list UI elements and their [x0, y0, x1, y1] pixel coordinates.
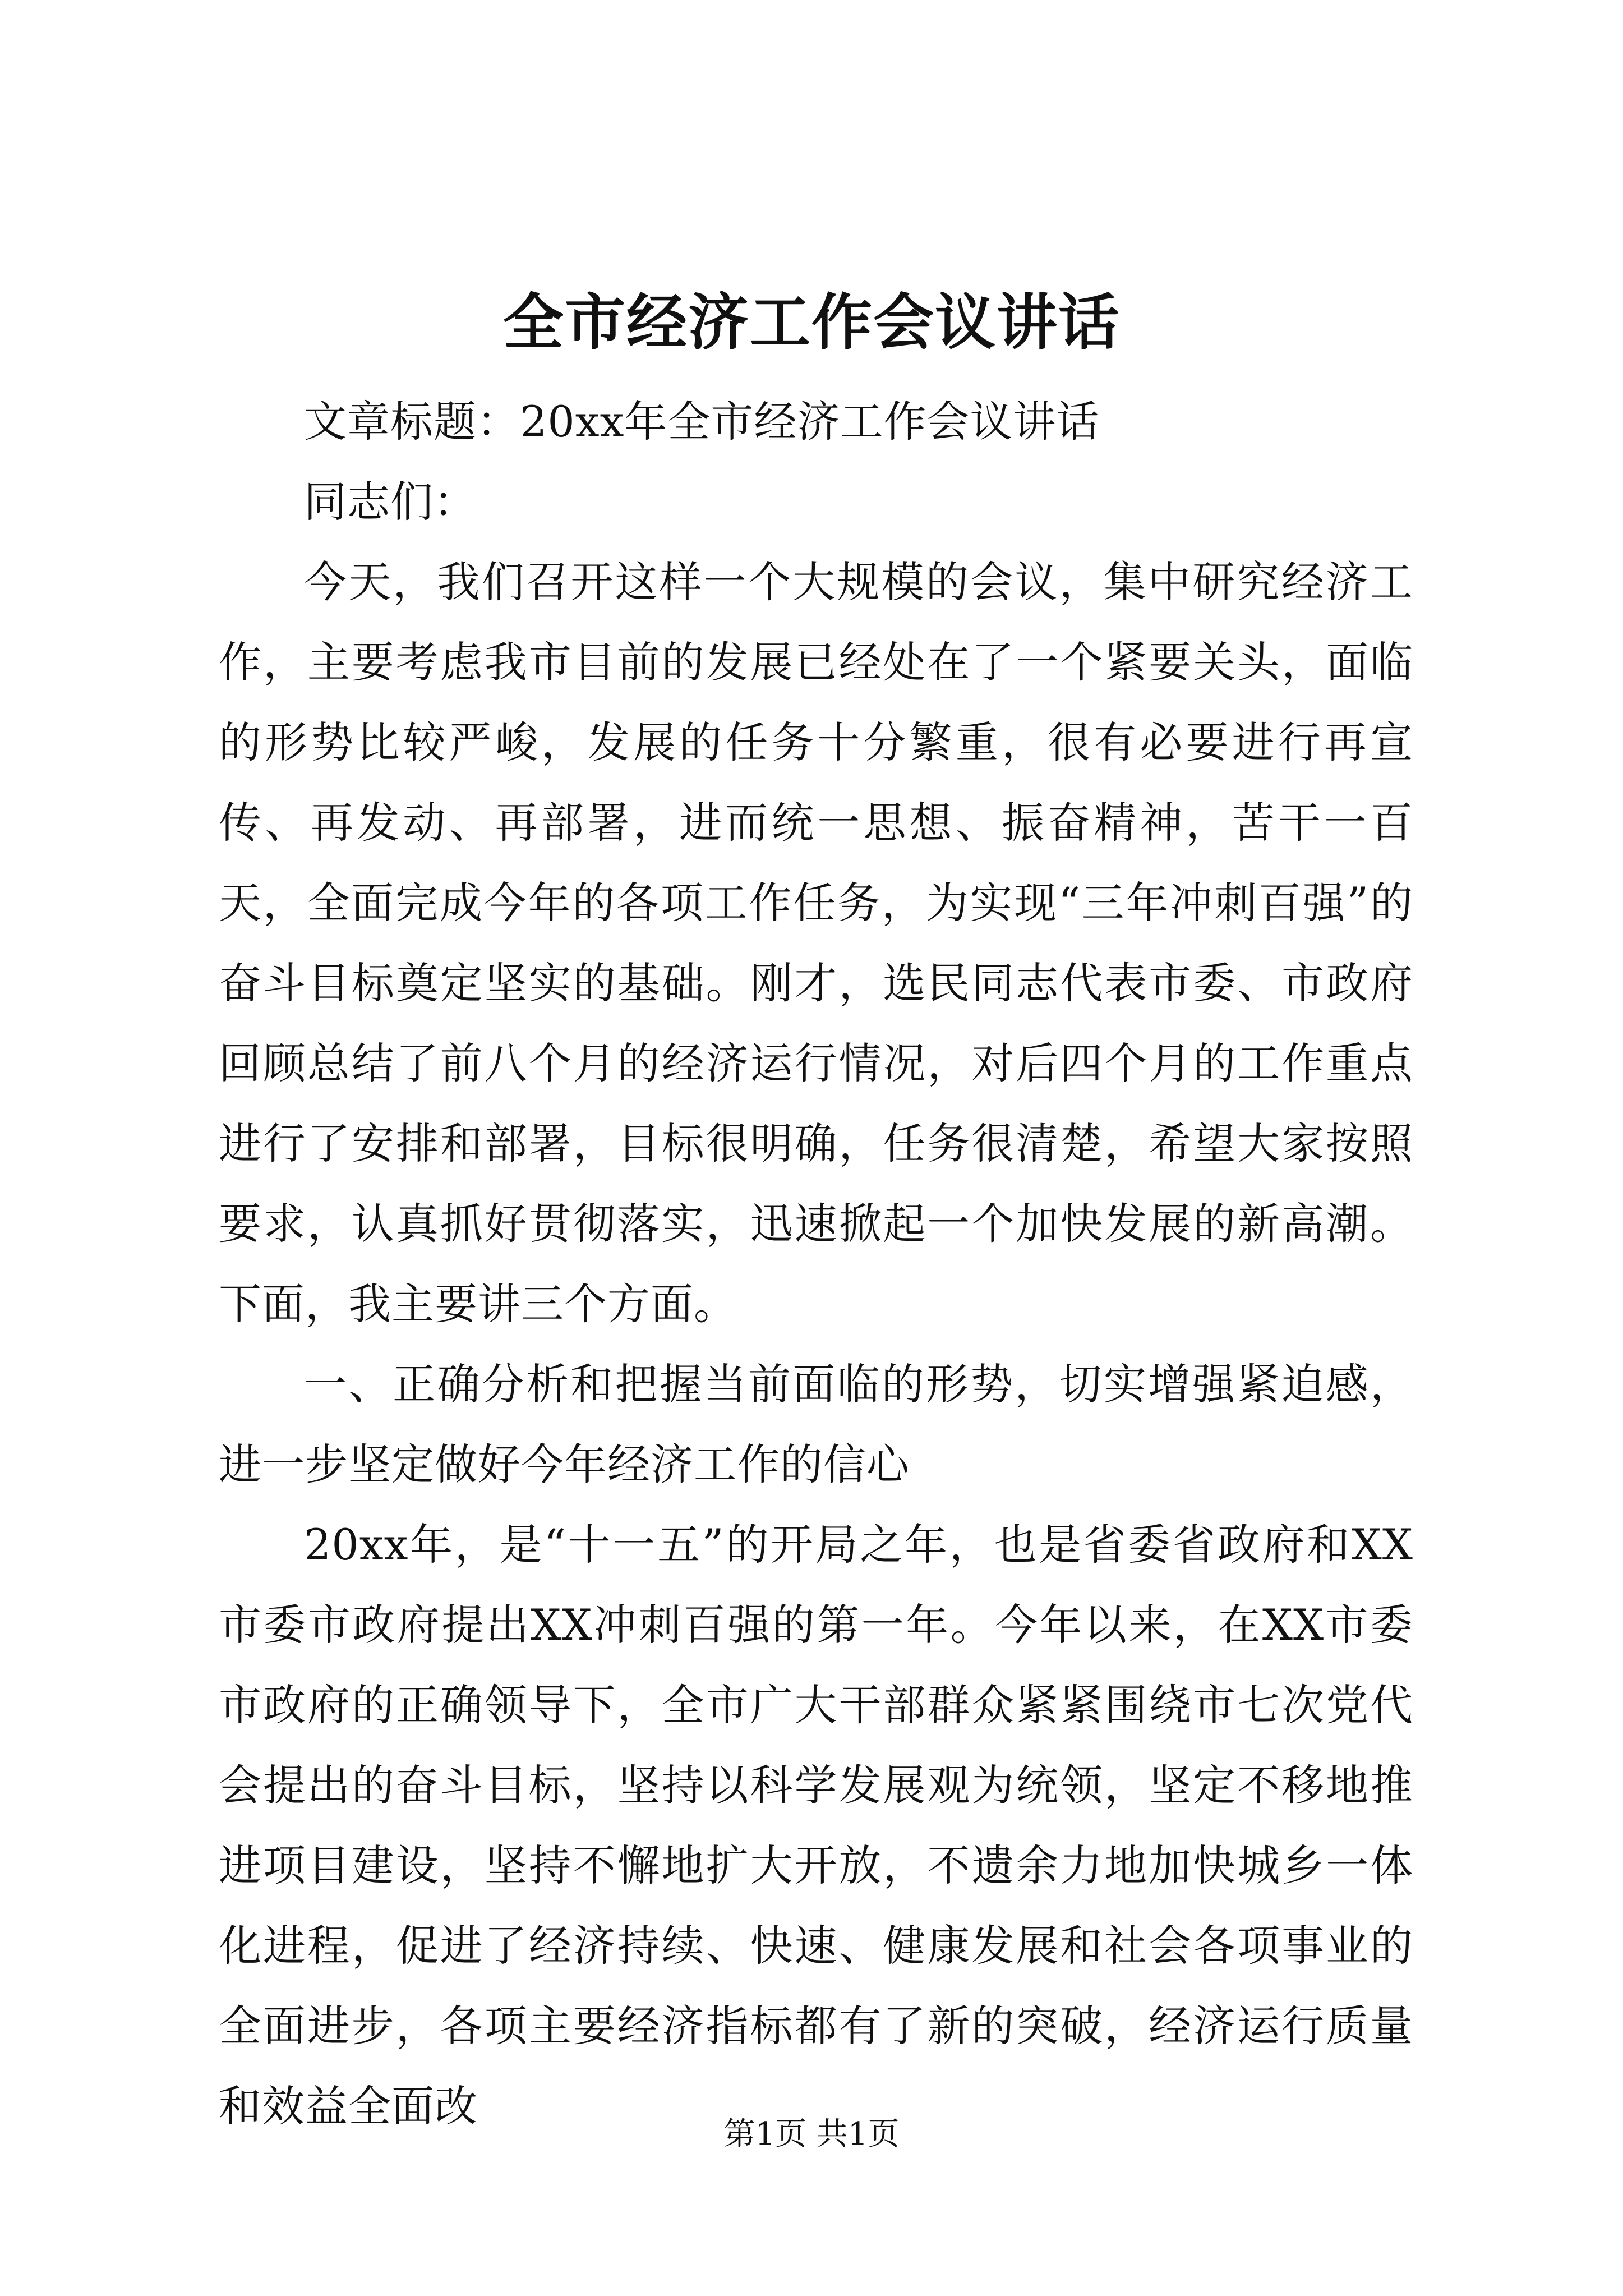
- paragraph-salutation: 同志们：: [304, 477, 477, 527]
- paragraph-section-1-body: 20xx年，是“十一五”的开局之年，也是省委省政府和XX市委市政府提出XX冲刺百强的第一年。今年以来，在XX市委市政府的正确领导下，全市广大干部群众紧紧围绕市七次党代会提出的奋斗目标，坚持以科学发展观为统领，坚定不移地推进项目建设，坚持不懈地扩大开放，不遗余力地加快城乡一体化进程，促进了经济持续、快速、健康发展和社会各项事业的全面进步，各项主要经济指标都有了新的突破，经济运行质量和效益全面改: [219, 1520, 1413, 2131]
- document-title: 全市经济工作会议讲话: [502, 287, 1120, 358]
- page-number-footer: 第1页 共1页: [723, 2116, 900, 2152]
- paragraph-section-heading-1: 一、正确分析和把握当前面临的形势，切实增强紧迫感，进一步坚定做好今年经济工作的信心: [219, 1359, 1413, 1489]
- document-body: [219, 381, 1413, 2146]
- paragraph-article-title: 文章标题：20xx年全市经济工作会议讲话: [304, 397, 1100, 447]
- paragraph-intro: 今天，我们召开这样一个大规模的会议，集中研究经济工作，主要考虑我市目前的发展已经处在了一个紧要关头，面临的形势比较严峻，发展的任务十分繁重，很有必要进行再宣传、再发动、再部署，进而统一思想、振奋精神，苦干一百天，全面完成今年的各项工作任务，为实现“三年冲刺百强”的奋斗目标奠定坚实的基础。刚才，选民同志代表市委、市政府回顾总结了前八个月的经济运行情况，对后四个月的工作重点进行了安排和部署，目标很明确，任务很清楚，希望大家按照要求，认真抓好贯彻落实，迅速掀起一个加快发展的新高潮。下面，我主要讲三个方面。: [219, 557, 1413, 1329]
